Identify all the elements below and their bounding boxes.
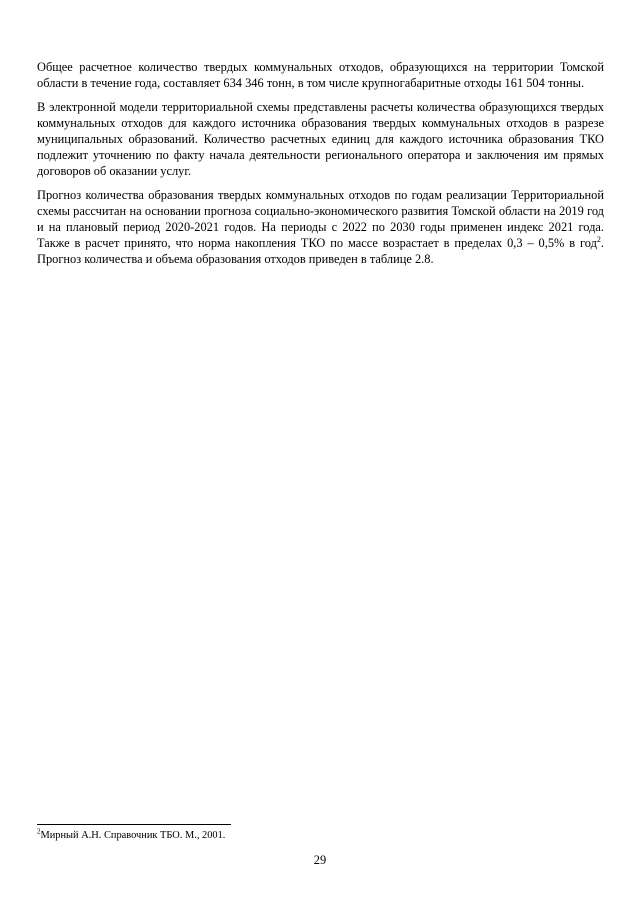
paragraph-forecast-text: Прогноз количества образования твердых коммунальных отходов по годам реализации Территориальной схемы рассчитан на основании прогноза социально-экономического развития Томской области на 2019 год и на плановый период 2020-2021 годов. На периоды с 2022 по 2030 годы применен индекс 2021 года. Также в расчет принято, что норма накопления ТКО по массе возрастает в пределах 0,3 – 0,5% в год [37,188,604,250]
page-number: 29 [313,853,327,867]
footnote-reference[interactable]: 2 [596,234,601,244]
footnote-text: Мирный А.Н. Справочник ТБО. М., 2001. [40,830,226,841]
footnote [37,829,604,842]
paragraph-forecast-text-end: . Прогноз количества и объема образования отходов приведен в таблице 2.8. [37,236,604,266]
body-text [37,59,604,275]
paragraph-forecast [37,187,604,267]
paragraph-total-waste: Общее расчетное количество твердых коммунальных отходов, образующихся на территории Томской области в течение года, составляет 634 346 тонн, в том числе крупногабаритные отходы 161 504 тонны. [37,60,604,90]
footnote-marker: 2 [37,827,41,836]
paragraph-electronic-model: В электронной модели территориальной схемы представлены расчеты количества образующихся твердых коммунальных отходов для каждого источника образования твердых коммунальных отходов в разрезе муниципальных образований. Количество расчетных единиц для каждого источника образования ТКО подлежит уточнению по факту начала деятельности регионального оператора и заключения им прямых договоров об оказании услуг. [37,100,604,178]
footnote-separator [37,824,231,825]
